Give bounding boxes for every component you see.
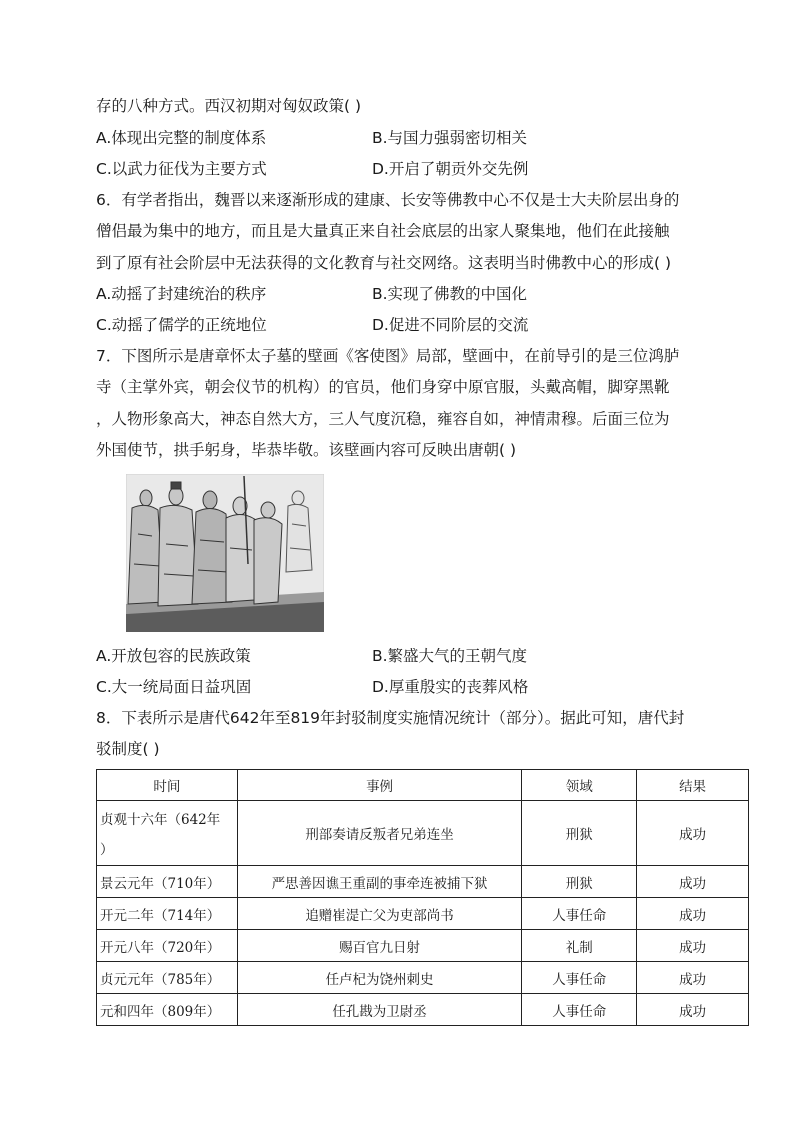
fengbo-statistics-table <box>96 769 749 1026</box>
cell-time-line-1: 贞观十六年（642年 <box>100 812 221 828</box>
q7-option-a[interactable]: A.开放包容的民族政策 <box>96 647 251 665</box>
table-row <box>97 898 749 930</box>
table-row <box>97 994 749 1026</box>
q7-option-d[interactable]: D.厚重殷实的丧葬风格 <box>372 678 529 696</box>
header-field: 领域 <box>522 770 637 801</box>
q5-option-d[interactable]: D.开启了朝贡外交先例 <box>372 160 529 178</box>
q6-option-b[interactable]: B.实现了佛教的中国化 <box>372 285 528 303</box>
q8-stem-line-1: 8．下表所示是唐代642年至819年封驳制度实施情况统计（部分）。据此可知，唐代封 <box>96 709 685 727</box>
q7-stem-line-1: 7．下图所示是唐章怀太子墓的壁画《客使图》局部，壁画中，在前导引的是三位鸿胪 <box>96 347 680 365</box>
cell-result: 成功 <box>637 930 749 962</box>
cell-time: 元和四年（809年） <box>97 994 238 1026</box>
header-result: 结果 <box>637 770 749 801</box>
q6-stem-line-1: 6．有学者指出，魏晋以来逐渐形成的建康、长安等佛教中心不仅是士大夫阶层出身的 <box>96 191 680 209</box>
table-row <box>97 801 749 866</box>
cell-event: 任卢杞为饶州刺史 <box>237 962 522 994</box>
cell-event: 追赠崔湜亡父为吏部尚书 <box>237 898 522 930</box>
cell-event: 任孔戡为卫尉丞 <box>237 994 522 1026</box>
cell-time <box>97 801 238 866</box>
cell-field: 刑狱 <box>522 866 637 898</box>
cell-result: 成功 <box>637 801 749 866</box>
cell-event: 赐百官九日射 <box>237 930 522 962</box>
q5-option-c[interactable]: C.以武力征伐为主要方式 <box>96 160 267 178</box>
header-event: 事例 <box>237 770 522 801</box>
q7-stem-line-4: 外国使节，拱手躬身，毕恭毕敬。该壁画内容可反映出唐朝( ) <box>96 441 517 459</box>
table-row <box>97 866 749 898</box>
cell-field: 人事任命 <box>522 994 637 1026</box>
q6-option-a[interactable]: A.动摇了封建统治的秩序 <box>96 285 267 303</box>
cell-result: 成功 <box>637 898 749 930</box>
q7-option-c[interactable]: C.大一统局面日益巩固 <box>96 678 252 696</box>
q5-stem-tail: 存的八种方式。西汉初期对匈奴政策( ) <box>96 97 362 115</box>
cell-time: 贞元元年（785年） <box>97 962 238 994</box>
q6-stem-line-3: 到了原有社会阶层中无法获得的文化教育与社交网络。这表明当时佛教中心的形成( ) <box>96 254 672 272</box>
q7-option-b[interactable]: B.繁盛大气的王朝气度 <box>372 647 528 665</box>
table-header-row <box>97 770 749 801</box>
cell-field: 人事任命 <box>522 962 637 994</box>
q6-option-d[interactable]: D.促进不同阶层的交流 <box>372 316 529 334</box>
q6-option-c[interactable]: C.动摇了儒学的正统地位 <box>96 316 267 334</box>
cell-result: 成功 <box>637 866 749 898</box>
cell-result: 成功 <box>637 962 749 994</box>
cell-result: 成功 <box>637 994 749 1026</box>
cell-field: 礼制 <box>522 930 637 962</box>
table-row <box>97 930 749 962</box>
table-row <box>97 962 749 994</box>
cell-time: 景云元年（710年） <box>97 866 238 898</box>
q5-option-b[interactable]: B.与国力强弱密切相关 <box>372 129 528 147</box>
cell-time: 开元二年（714年） <box>97 898 238 930</box>
q5-option-a[interactable]: A.体现出完整的制度体系 <box>96 129 267 147</box>
cell-time-line-2: ） <box>100 842 114 858</box>
cell-event: 刑部奏请反叛者兄弟连坐 <box>237 801 522 866</box>
q6-stem-line-2: 僧侣最为集中的地方，而且是大量真正来自社会底层的出家人聚集地，他们在此接触 <box>96 222 670 240</box>
mural-image <box>126 474 324 632</box>
q7-stem-line-2: 寺（主掌外宾，朝会仪节的机构）的官员，他们身穿中原官服，头戴高帽，脚穿黑靴 <box>96 378 670 396</box>
cell-time: 开元八年（720年） <box>97 930 238 962</box>
cell-field: 刑狱 <box>522 801 637 866</box>
q7-stem-line-3: ，人物形象高大，神态自然大方，三人气度沉稳，雍容自如，神情肃穆。后面三位为 <box>96 410 670 428</box>
header-time: 时间 <box>97 770 238 801</box>
cell-event: 严思善因谯王重副的事牵连被捕下狱 <box>237 866 522 898</box>
cell-field: 人事任命 <box>522 898 637 930</box>
q8-stem-line-2: 驳制度( ) <box>96 740 160 758</box>
